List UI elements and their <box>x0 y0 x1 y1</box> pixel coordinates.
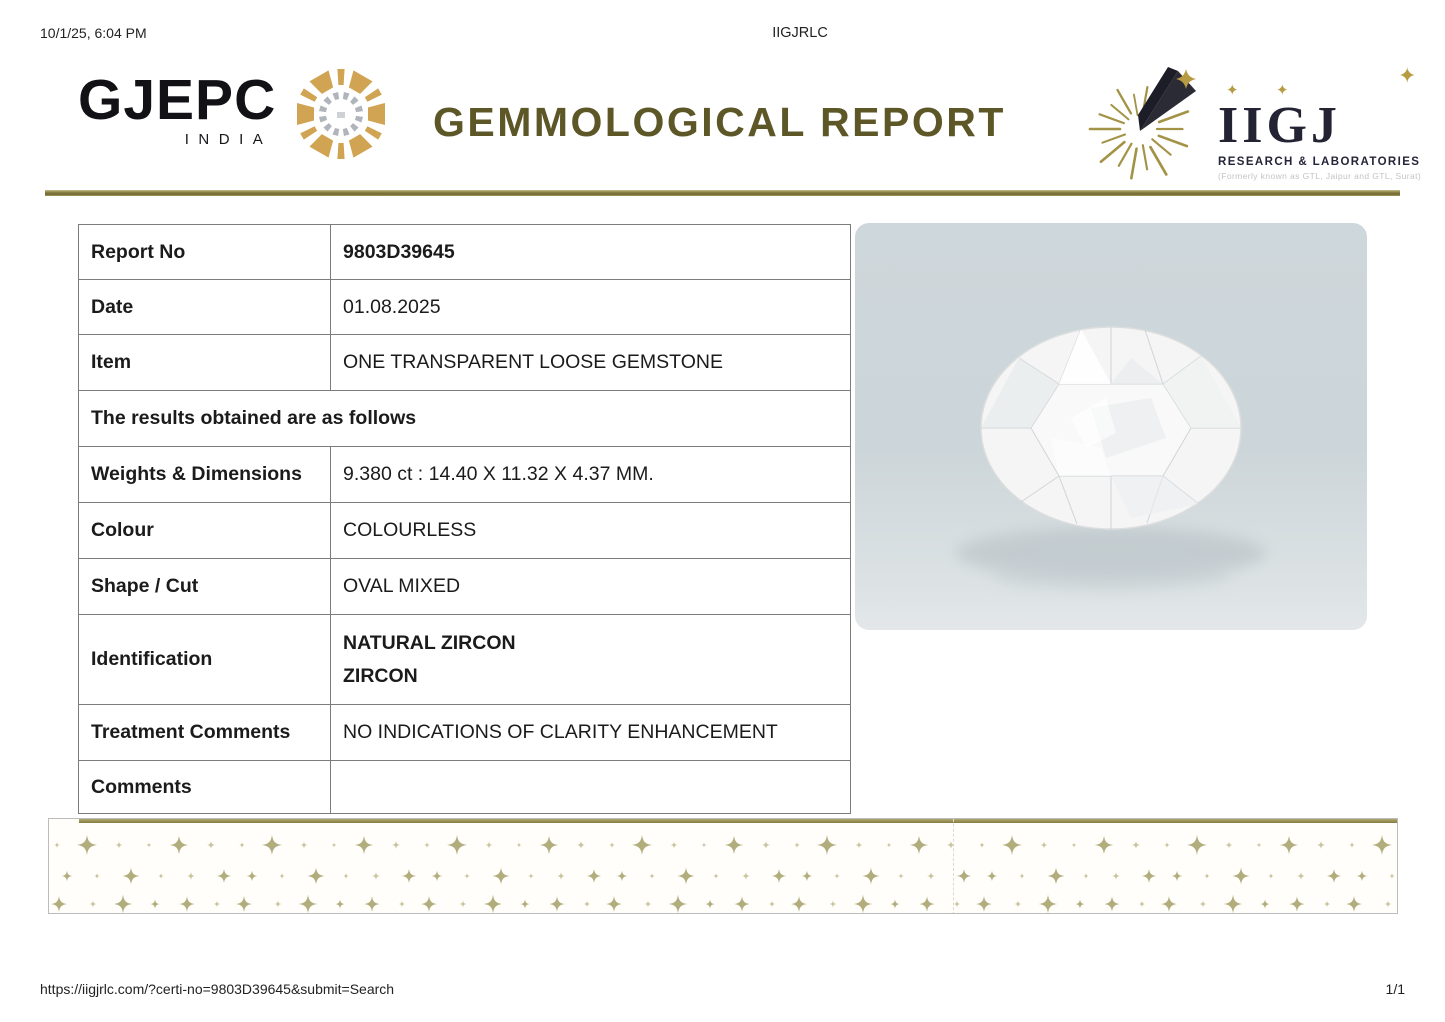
gjepc-wordmark: GJEPC <box>78 68 277 132</box>
iigj-logo <box>1082 55 1422 185</box>
table-row <box>79 335 851 391</box>
row-label: Treatment Comments <box>79 705 331 761</box>
colour-value: COLOURLESS <box>331 503 851 559</box>
print-footer-url: https://iigjrlc.com/?certi-no=9803D39645&submit=Search <box>40 981 395 997</box>
row-label: Identification <box>79 615 331 705</box>
table-row <box>79 559 851 615</box>
band-top-accent <box>79 819 1397 823</box>
treatment-comments-value: NO INDICATIONS OF CLARITY ENHANCEMENT <box>331 705 851 761</box>
table-row <box>79 503 851 559</box>
header-divider <box>45 190 1400 196</box>
iigj-starburst-icon <box>1082 55 1212 185</box>
table-row <box>79 761 851 814</box>
print-datetime: 10/1/25, 6:04 PM <box>40 25 147 41</box>
iigj-subtitle: RESEARCH & LABORATORIES <box>1218 155 1421 168</box>
band-seam-line <box>953 819 954 914</box>
gemstone-photo <box>855 223 1367 630</box>
row-label: Comments <box>79 761 331 814</box>
print-title: IIGJRLC <box>772 25 828 41</box>
table-row <box>79 447 851 503</box>
table-row <box>79 280 851 335</box>
date-value: 01.08.2025 <box>331 280 851 335</box>
identification-value <box>331 615 851 705</box>
page-title: GEMMOLOGICAL REPORT <box>433 99 1006 145</box>
iigj-sparkle-icon: ✦ <box>1276 82 1289 99</box>
row-label: Weights & Dimensions <box>79 447 331 503</box>
table-row <box>79 391 851 447</box>
identification-line-1: NATURAL ZIRCON <box>343 632 516 655</box>
identification-line-2: ZIRCON <box>343 664 418 687</box>
gjepc-country-label: INDIA <box>184 131 273 148</box>
print-page-number: 1/1 <box>1385 981 1405 997</box>
item-value: ONE TRANSPARENT LOOSE GEMSTONE <box>331 335 851 391</box>
weights-dimensions-value: 9.380 ct : 14.40 X 11.32 X 4.37 MM. <box>331 447 851 503</box>
report-table <box>78 224 851 814</box>
iigj-sparkle-icon: ✦ <box>1226 82 1239 99</box>
gjepc-diamond-emblem-icon <box>294 66 388 162</box>
table-row <box>79 615 851 705</box>
table-row <box>79 705 851 761</box>
report-no-value: 9803D39645 <box>331 225 851 280</box>
row-label: Report No <box>79 225 331 280</box>
row-label: Date <box>79 280 331 335</box>
results-heading: The results obtained are as follows <box>79 391 851 447</box>
iigj-wordmark: IIGJ <box>1218 97 1341 154</box>
row-label: Colour <box>79 503 331 559</box>
iigj-fine-print: (Formerly known as GTL, Jaipur and GTL, Surat) <box>1218 170 1422 181</box>
table-row <box>79 225 851 280</box>
gjepc-logo <box>78 68 388 162</box>
row-label: Item <box>79 335 331 391</box>
iigj-sparkle-icon: ✦ <box>1398 63 1417 88</box>
sparkle-band <box>48 818 1398 914</box>
shape-cut-value: OVAL MIXED <box>331 559 851 615</box>
comments-value <box>331 761 851 814</box>
row-label: Shape / Cut <box>79 559 331 615</box>
